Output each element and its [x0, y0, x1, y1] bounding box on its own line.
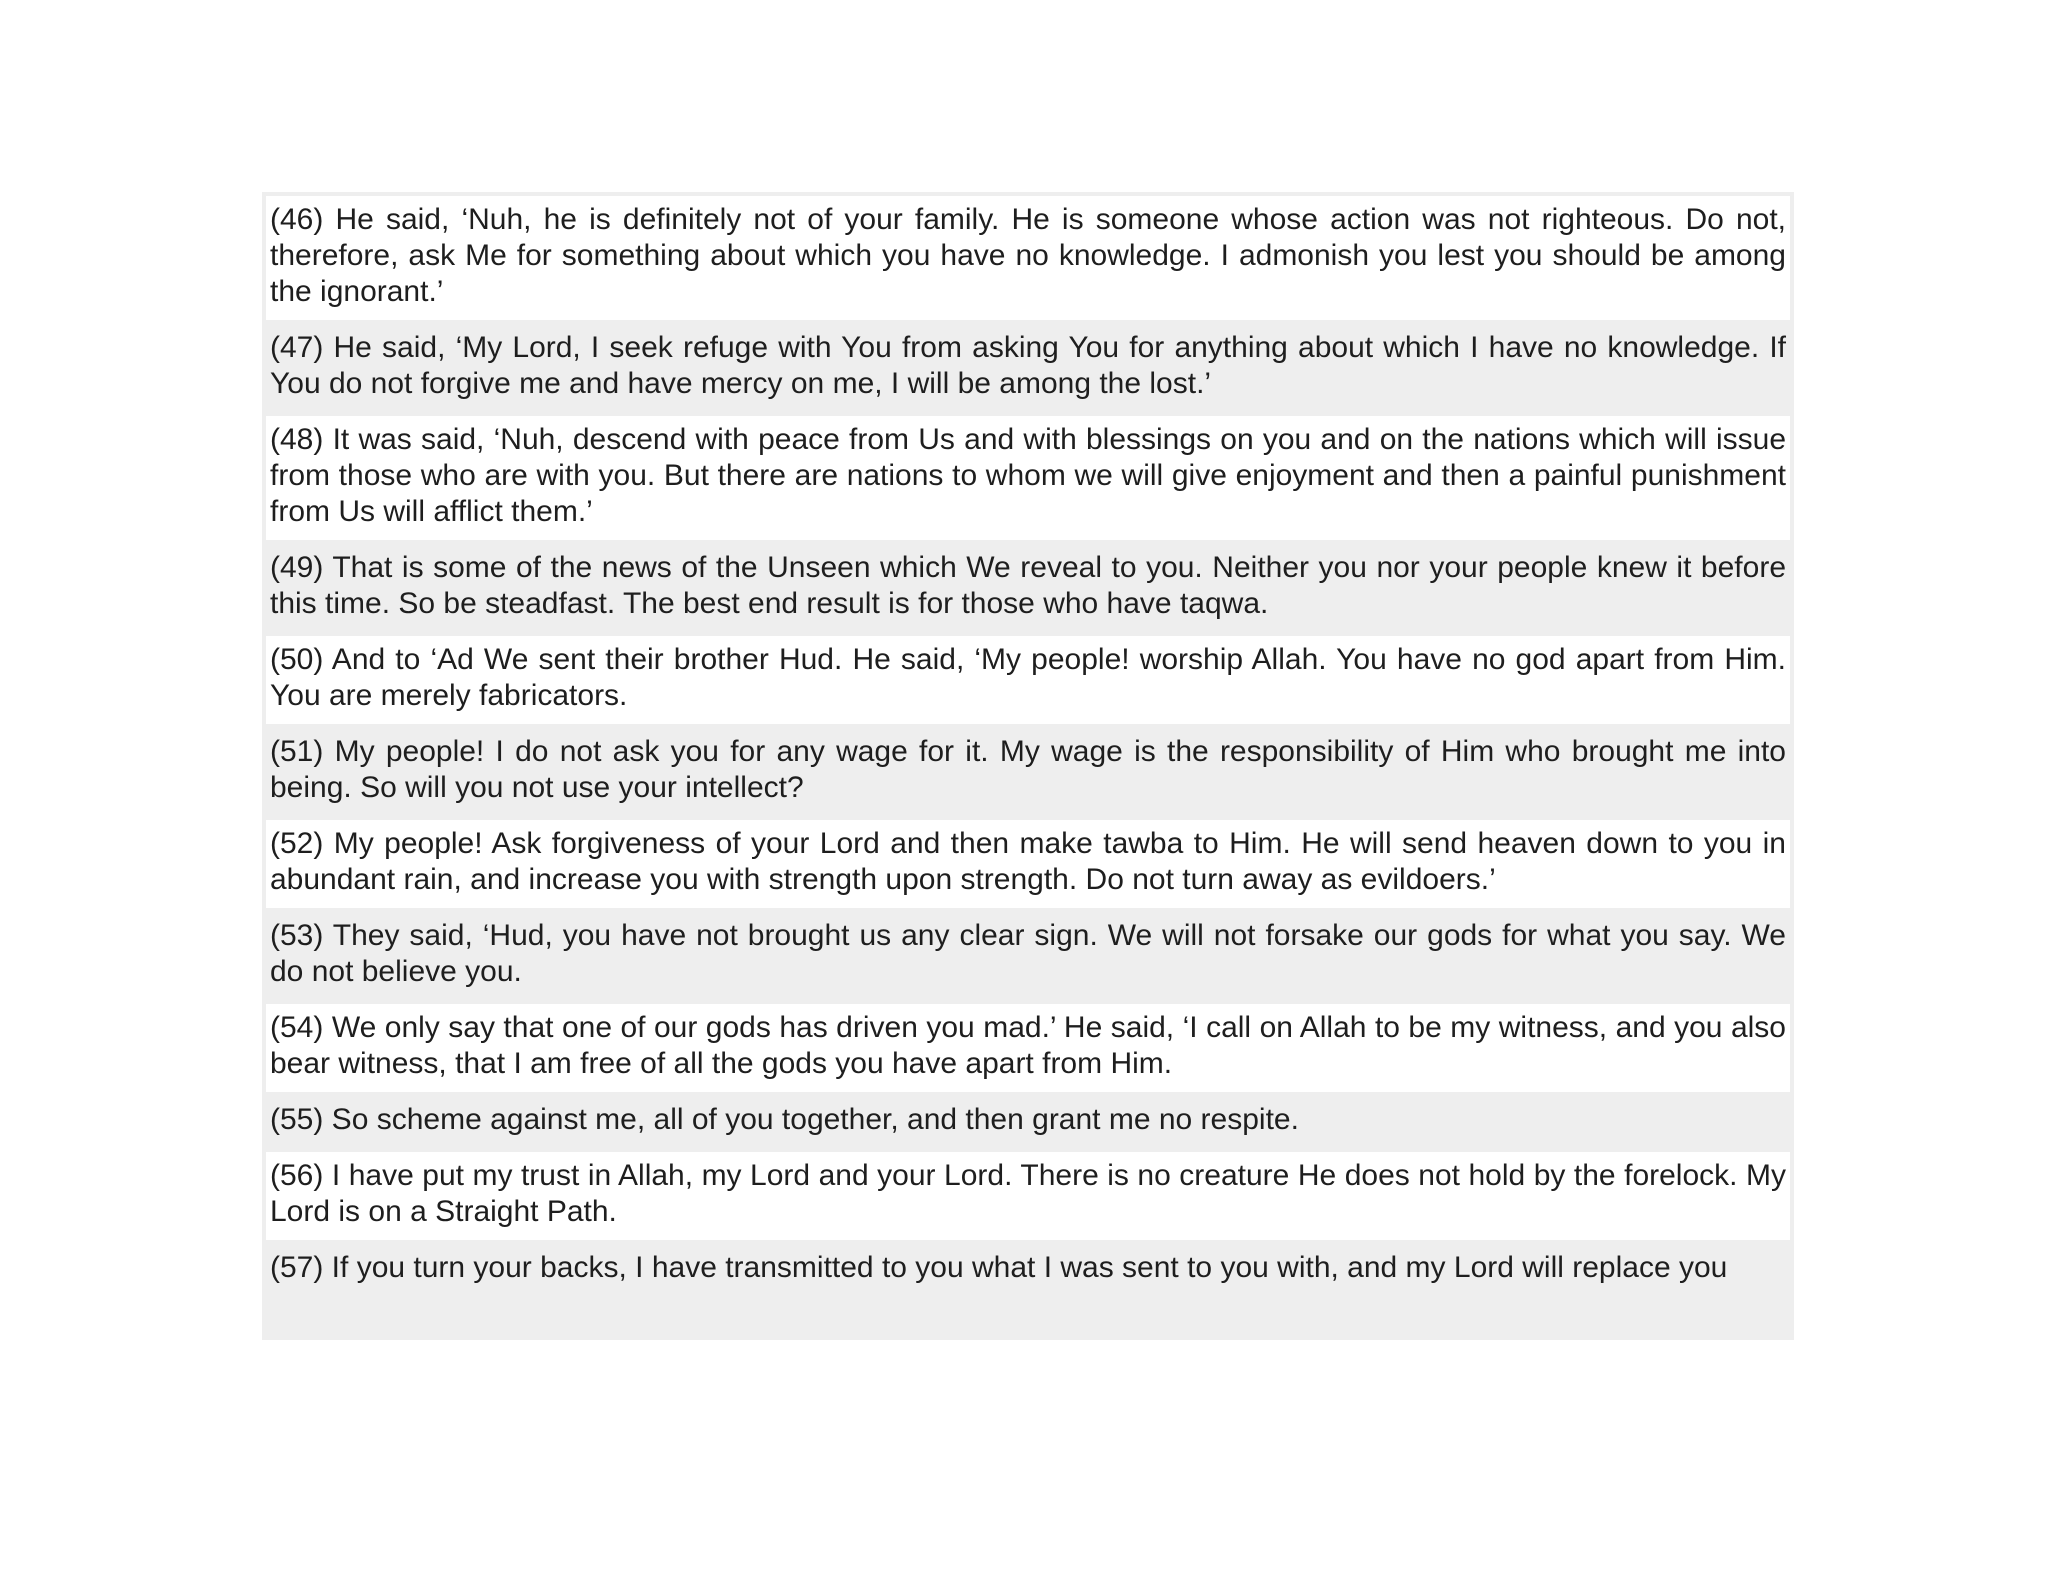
verse-row: (53) They said, ‘Hud, you have not brought us any clear sign. We will not forsake our gods for what you say. We do not believe you.: [266, 912, 1790, 1000]
verse-row: (49) That is some of the news of the Unseen which We reveal to you. Neither you nor your people knew it before this time. So be steadfast. The best end result is for those who have taqwa.: [266, 544, 1790, 632]
verse-row: (47) He said, ‘My Lord, I seek refuge with You from asking You for anything about which I have no knowledge. If You do not forgive me and have mercy on me, I will be among the lost.’: [266, 324, 1790, 412]
verse-row: (50) And to ‘Ad We sent their brother Hud. He said, ‘My people! worship Allah. You have no god apart from Him. You are merely fabricators.: [266, 636, 1790, 724]
verse-row: (51) My people! I do not ask you for any wage for it. My wage is the responsibility of Him who brought me into being. So will you not use your intellect?: [266, 728, 1790, 816]
verse-row: (57) If you turn your backs, I have transmitted to you what I was sent to you with, and my Lord will replace you: [266, 1244, 1790, 1296]
verse-row: (56) I have put my trust in Allah, my Lord and your Lord. There is no creature He does not hold by the forelock. My Lord is on a Straight Path.: [266, 1152, 1790, 1240]
verse-row: (55) So scheme against me, all of you together, and then grant me no respite.: [266, 1096, 1790, 1148]
verse-row: (52) My people! Ask forgiveness of your Lord and then make tawba to Him. He will send heaven down to you in abundant rain, and increase you with strength upon strength. Do not turn away as evildoers.’: [266, 820, 1790, 908]
verse-row: (48) It was said, ‘Nuh, descend with peace from Us and with blessings on you and on the nations which will issue from those who are with you. But there are nations to whom we will give enjoyment and then a painful punishment from Us will afflict them.’: [266, 416, 1790, 540]
verse-row: (46) He said, ‘Nuh, he is definitely not of your family. He is someone whose action was not righteous. Do not, therefore, ask Me for something about which you have no knowledge. I admonish you lest you should be among the ignorant.’: [266, 196, 1790, 320]
verse-row: (54) We only say that one of our gods has driven you mad.’ He said, ‘I call on Allah to be my witness, and you also bear witness, that I am free of all the gods you have apart from Him.: [266, 1004, 1790, 1092]
verse-table: [262, 192, 1794, 1340]
